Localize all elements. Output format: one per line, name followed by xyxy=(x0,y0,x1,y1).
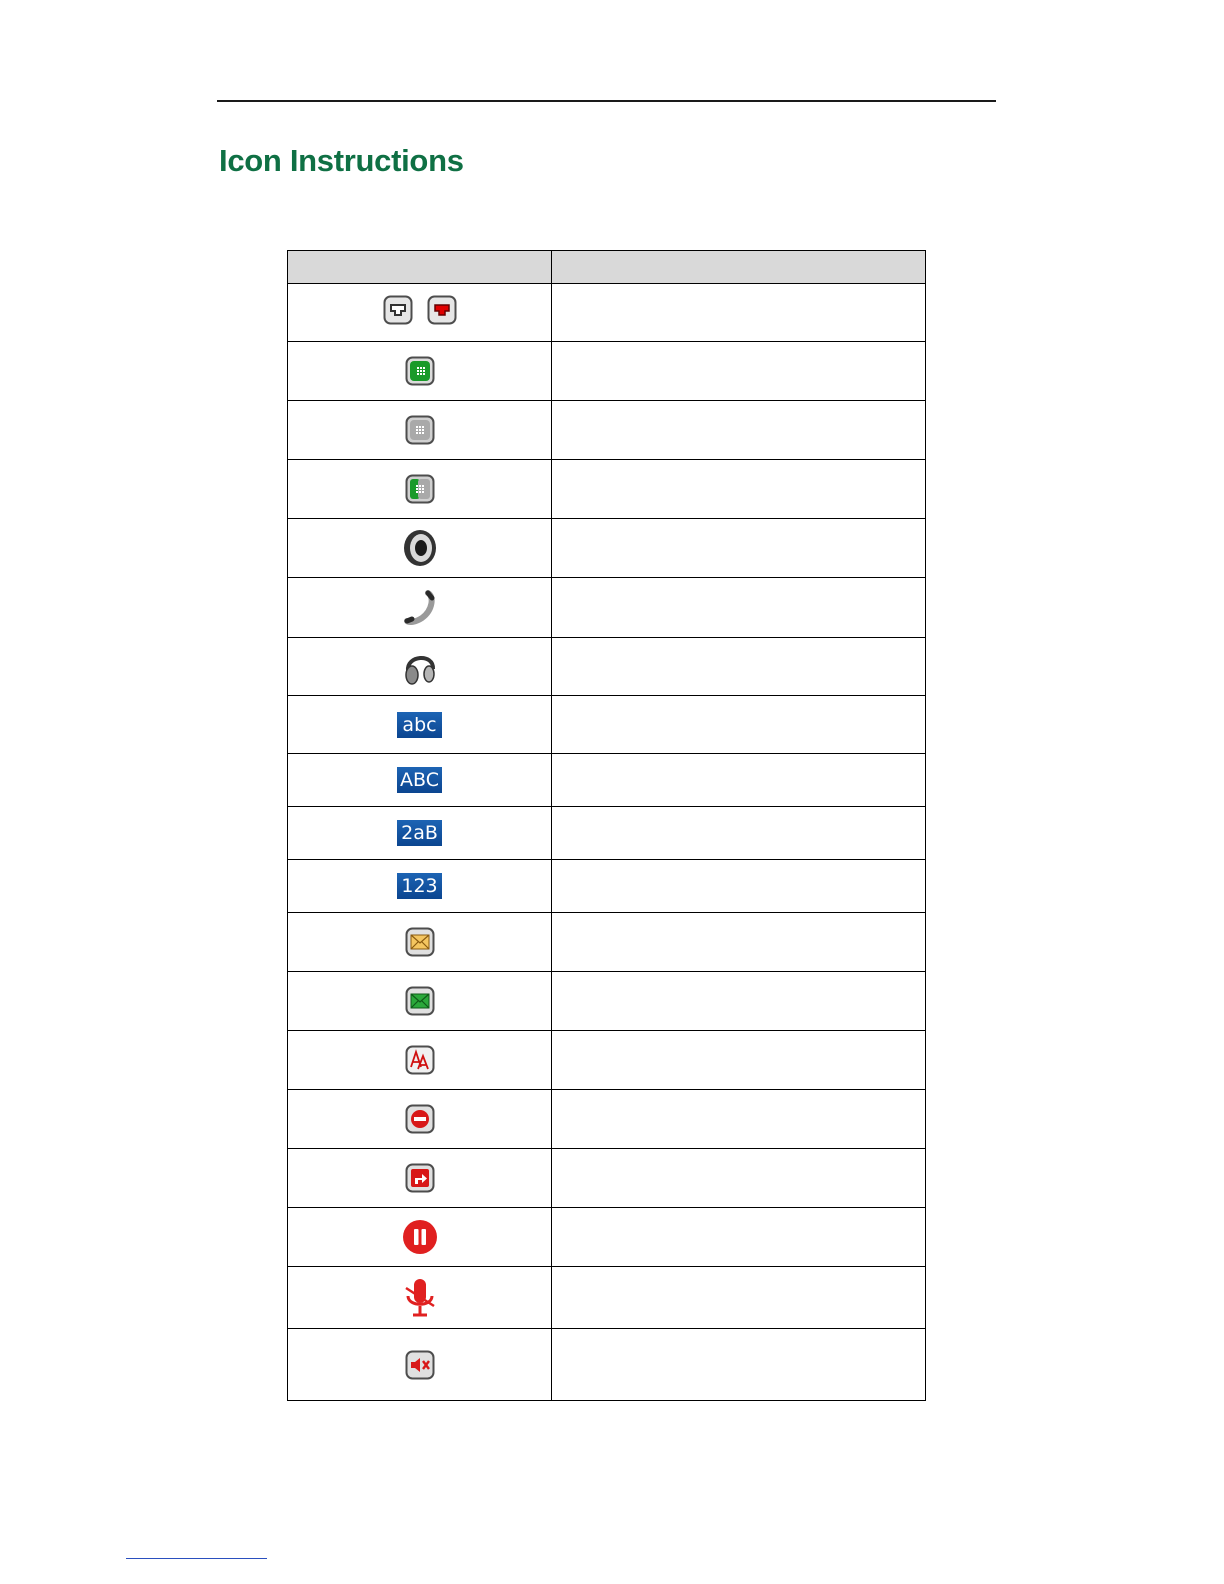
description-cell xyxy=(552,638,926,696)
table-row xyxy=(288,696,926,754)
header-rule xyxy=(217,100,996,102)
mute-microphone-icon xyxy=(400,1276,440,1320)
description-cell xyxy=(552,754,926,807)
icon-cell xyxy=(288,460,552,519)
auto-answer-aa-icon xyxy=(405,1045,435,1075)
table-row xyxy=(288,460,926,519)
icon-cell xyxy=(288,578,552,638)
handset-icon xyxy=(404,590,436,626)
table-row xyxy=(288,860,926,913)
network-unavailable-icon xyxy=(383,295,413,325)
icon-cell xyxy=(288,807,552,860)
table-row xyxy=(288,284,926,342)
table-row xyxy=(288,342,926,401)
table-row xyxy=(288,754,926,807)
icon-cell xyxy=(288,860,552,913)
icon-cell xyxy=(288,754,552,807)
table-row xyxy=(288,807,926,860)
description-cell xyxy=(552,1208,926,1267)
description-cell xyxy=(552,401,926,460)
network-error-icon xyxy=(427,295,457,325)
description-cell xyxy=(552,860,926,913)
description-cell xyxy=(552,1267,926,1329)
icon-cell xyxy=(288,1208,552,1267)
icon-cell xyxy=(288,1267,552,1329)
description-cell xyxy=(552,1329,926,1401)
table-header-description xyxy=(552,251,926,284)
description-cell xyxy=(552,1090,926,1149)
description-cell xyxy=(552,578,926,638)
icon-cell xyxy=(288,284,552,342)
table-row xyxy=(288,1090,926,1149)
icon-table xyxy=(287,250,926,1401)
icon-cell xyxy=(288,342,552,401)
icon-cell xyxy=(288,1329,552,1401)
table-row xyxy=(288,972,926,1031)
headset-icon xyxy=(403,647,437,687)
icon-cell xyxy=(288,972,552,1031)
input-mode-abc-icon: abc xyxy=(397,712,442,738)
description-cell xyxy=(552,519,926,578)
ringer-mute-icon xyxy=(405,1350,435,1380)
description-cell xyxy=(552,284,926,342)
input-mode-numeric-icon: 123 xyxy=(397,873,442,899)
table-row xyxy=(288,913,926,972)
page-title: Icon Instructions xyxy=(219,143,464,178)
voice-mail-icon xyxy=(405,927,435,957)
table-row xyxy=(288,1031,926,1090)
table-row xyxy=(288,401,926,460)
table-row xyxy=(288,1267,926,1329)
description-cell xyxy=(552,972,926,1031)
call-hold-icon xyxy=(402,1219,438,1255)
icon-cell xyxy=(288,1090,552,1149)
table-row xyxy=(288,578,926,638)
icon-cell xyxy=(288,519,552,578)
icon-cell xyxy=(288,401,552,460)
table-row xyxy=(288,1149,926,1208)
do-not-disturb-icon xyxy=(405,1104,435,1134)
table-row xyxy=(288,638,926,696)
description-cell xyxy=(552,460,926,519)
description-cell xyxy=(552,913,926,972)
table-row xyxy=(288,519,926,578)
call-forward-icon xyxy=(405,1163,435,1193)
description-cell xyxy=(552,807,926,860)
keypad-gray-icon xyxy=(405,415,435,445)
footer-link-underline xyxy=(126,1558,267,1559)
table-row xyxy=(288,1329,926,1401)
table-header-row xyxy=(288,251,926,284)
table-row xyxy=(288,1208,926,1267)
speakerphone-icon xyxy=(402,528,438,568)
input-mode-mixed-icon: 2aB xyxy=(397,820,442,846)
icon-cell xyxy=(288,696,552,754)
description-cell xyxy=(552,696,926,754)
keypad-partial-icon xyxy=(405,474,435,504)
icon-cell xyxy=(288,913,552,972)
description-cell xyxy=(552,1031,926,1090)
description-cell xyxy=(552,1149,926,1208)
table-header-icon xyxy=(288,251,552,284)
icon-cell xyxy=(288,1031,552,1090)
text-message-icon xyxy=(405,986,435,1016)
description-cell xyxy=(552,342,926,401)
icon-cell xyxy=(288,1149,552,1208)
icon-cell xyxy=(288,638,552,696)
input-mode-upper-icon: ABC xyxy=(397,767,442,793)
auto-answer-icon xyxy=(405,356,435,386)
